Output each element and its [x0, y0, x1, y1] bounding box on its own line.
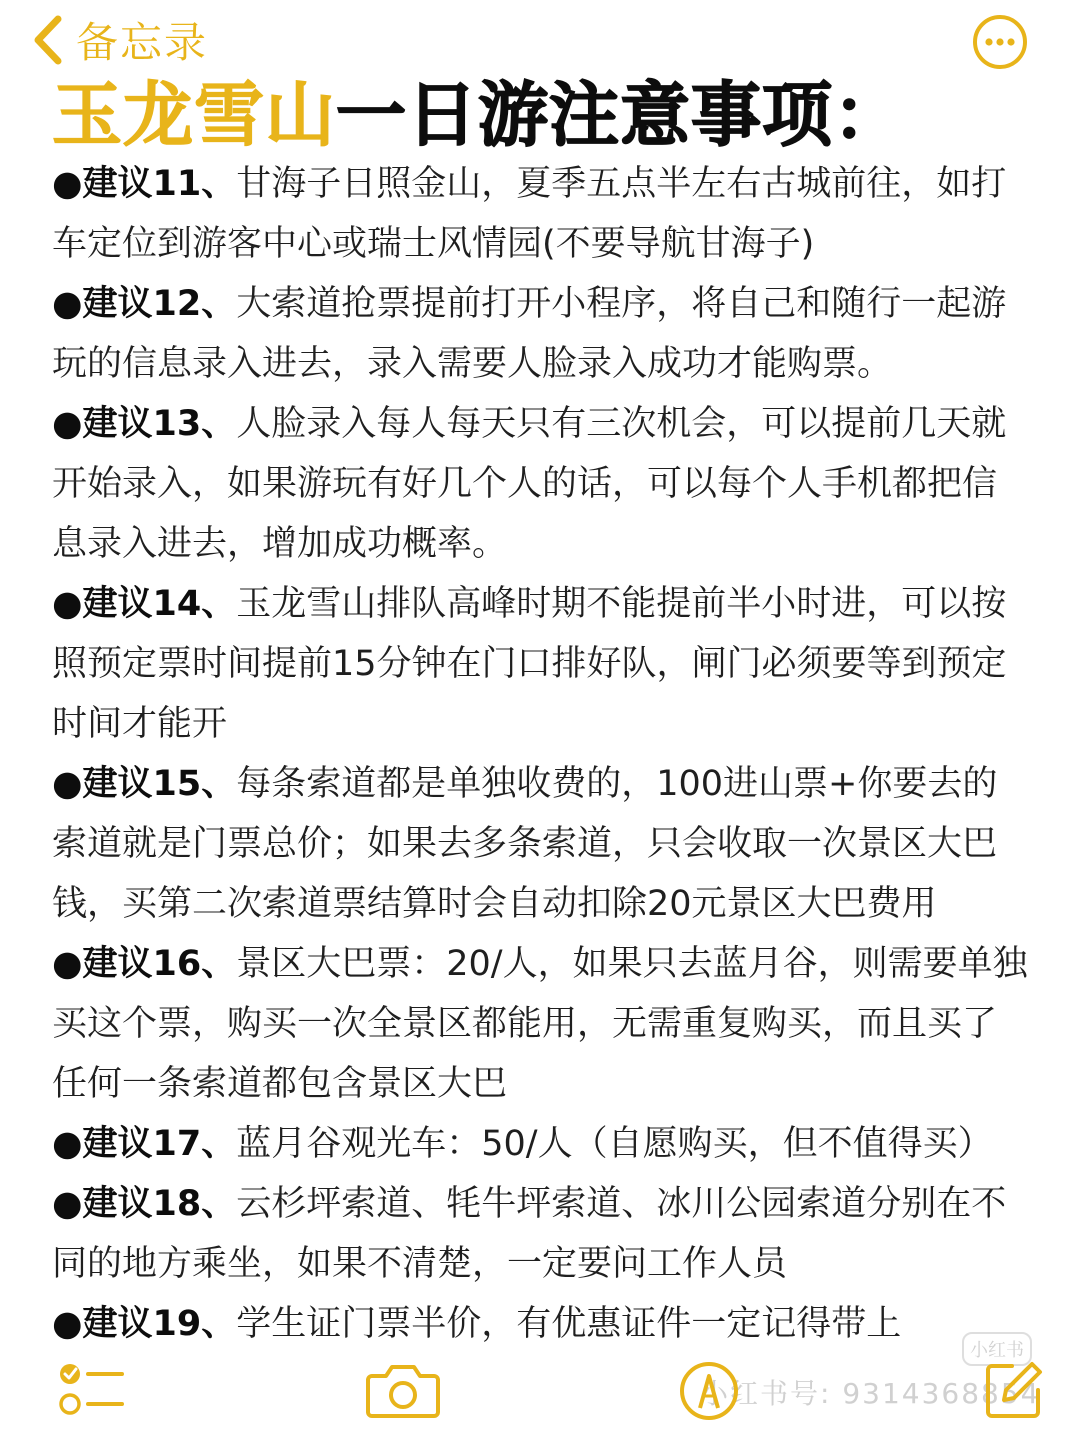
tip-item: ●建议12、大索道抢票提前打开小程序，将自己和随行一起游玩的信息录入进去，录入需要人脸录入成功才能购票。: [52, 284, 1007, 384]
note-title: [52, 72, 904, 158]
checklist-button[interactable]: [56, 1358, 128, 1424]
top-nav: [0, 0, 1080, 80]
tip-item: ●建议18、云杉坪索道、牦牛坪索道、冰川公园索道分别在不同的地方乘坐，如果不清楚，一定要问工作人员: [52, 1184, 1007, 1284]
tip-item: ●建议19、学生证门票半价，有优惠证件一定记得带上: [52, 1304, 902, 1344]
note-body[interactable]: [52, 154, 1028, 1354]
tip-item: ●建议11、甘海子日照金山，夏季五点半左右古城前往，如打车定位到游客中心或瑞士风情园(不要导航甘海子): [52, 164, 1007, 264]
tip-item: ●建议15、每条索道都是单独收费的，100进山票+你要去的索道就是门票总价；如果去多条索道，只会收取一次景区大巴钱，买第二次索道票结算时会自动扣除20元景区大巴费用: [52, 764, 998, 924]
tip-item: ●建议13、人脸录入每人每天只有三次机会，可以提前几天就开始录入，如果游玩有好几个人的话，可以每个人手机都把信息录入进去，增加成功概率。: [52, 404, 1007, 564]
title-highlight: 玉龙雪山: [52, 74, 336, 156]
more-icon: [972, 14, 1028, 70]
camera-button[interactable]: [366, 1362, 440, 1424]
compose-icon: [982, 1358, 1046, 1422]
watermark-text: 小红书号: 9314368854: [700, 1377, 1041, 1410]
tip-item: ●建议17、蓝月谷观光车：50/人（自愿购买，但不值得买）: [52, 1124, 993, 1164]
checklist-icon: [56, 1358, 128, 1420]
markup-button[interactable]: [678, 1360, 740, 1426]
watermark-logo: 小红书: [962, 1332, 1032, 1366]
tip-item: ●建议14、玉龙雪山排队高峰时期不能提前半小时进，可以按照预定票时间提前15分钟在门口排好队，闸门必须要等到预定时间才能开: [52, 584, 1007, 744]
compose-button[interactable]: [982, 1358, 1046, 1426]
tip-item: ●建议16、景区大巴票：20/人，如果只去蓝月谷，则需要单独买这个票，购买一次全景区都能用，无需重复购买，而且买了任何一条索道都包含景区大巴: [52, 944, 1028, 1104]
chevron-left-icon: [30, 15, 64, 65]
title-rest: 一日游注意事项：: [336, 74, 904, 156]
more-button[interactable]: [972, 14, 1028, 70]
back-button[interactable]: [30, 10, 208, 70]
back-label: 备忘录: [76, 18, 209, 67]
markup-icon: [678, 1360, 740, 1422]
camera-icon: [366, 1362, 440, 1420]
bottom-toolbar: [0, 1348, 1080, 1438]
